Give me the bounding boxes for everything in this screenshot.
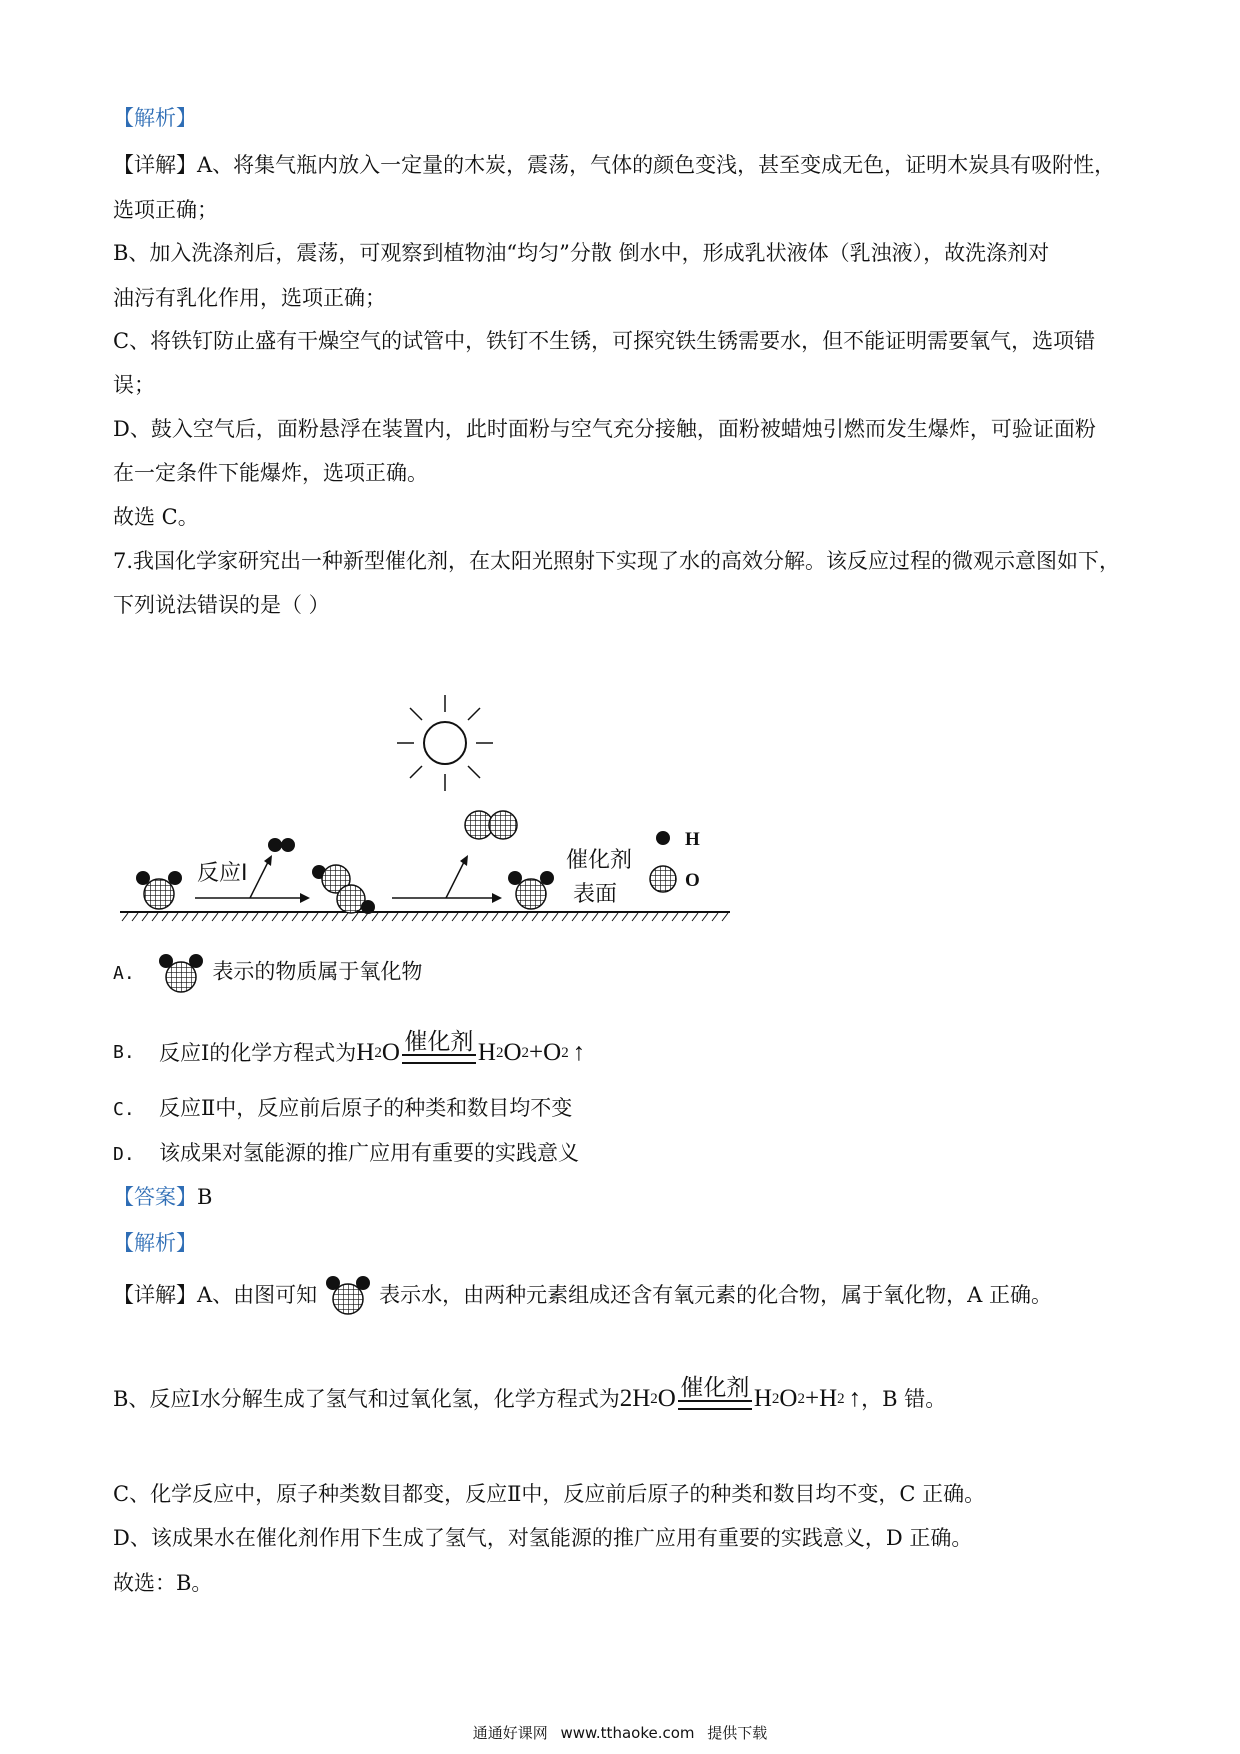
water-molecule-icon	[156, 952, 206, 994]
eq-subscript: 2	[771, 1391, 780, 1407]
eq-subscript: 2	[374, 1045, 382, 1061]
eq-subscript: 2	[561, 1045, 569, 1061]
answer-line	[113, 1182, 1128, 1212]
equation-answer-b	[619, 1375, 862, 1414]
detail-tag-2: 【详解】	[113, 1283, 197, 1307]
release-arrow-1	[250, 862, 268, 898]
detail-a-line2: 选项正确；	[113, 198, 218, 222]
eq-symbol: O	[657, 1385, 676, 1412]
catalyst-label: 催化剂	[566, 848, 633, 873]
eq-plus: +	[804, 1385, 820, 1412]
conclusion-c: 故选 C。	[113, 505, 199, 529]
footer-suffix: 提供下载	[707, 1724, 768, 1742]
water-molecule	[136, 871, 182, 909]
arrow-head	[264, 855, 272, 866]
footer-url[interactable]: www.tthaoke.com	[560, 1724, 695, 1742]
detail-a-line1	[113, 150, 1128, 180]
eq-symbol: O	[381, 1039, 400, 1066]
option-c-label: C.	[113, 1099, 135, 1120]
arrow-head	[300, 893, 310, 903]
eq-symbol: O	[503, 1039, 522, 1066]
detail-tag: 【详解】	[113, 153, 197, 177]
analysis-tag-2: 【解析】	[113, 1231, 197, 1255]
eq-symbol: H	[819, 1385, 838, 1412]
arrow-head	[460, 855, 468, 866]
eq-subscript: 2	[521, 1045, 530, 1061]
catalyst-condition	[402, 1030, 476, 1064]
legend-o-label: O	[685, 870, 700, 891]
legend-h-label: H	[685, 829, 700, 850]
detail-b-line2: 油污有乳化作用，选项正确；	[113, 286, 386, 310]
eq-subscript: 2	[797, 1391, 805, 1407]
legend-h-atom	[656, 831, 670, 845]
detail-a-text: A、将集气瓶内放入一定量的木炭，震荡，气体的颜色变浅，甚至变成无色，证明木炭具有吸附性，	[197, 153, 1116, 177]
option-b	[113, 1012, 1128, 1068]
option-d-label: D.	[113, 1144, 135, 1165]
option-d-text: 该成果对氢能源的推广应用有重要的实践意义	[159, 1141, 579, 1165]
option-c-text: 反应Ⅱ中，反应前后原子的种类和数目均不变	[159, 1096, 573, 1120]
eq-symbol: O	[779, 1385, 798, 1412]
detail-answer-a-before: A、由图可知	[197, 1283, 318, 1307]
eq-subscript: 2	[837, 1391, 845, 1407]
eq-subscript: 2	[495, 1045, 504, 1061]
water-molecule	[508, 871, 554, 909]
option-b-text: 反应Ⅰ的化学方程式为	[159, 1041, 357, 1065]
detail-answer-b	[113, 1358, 1128, 1414]
analysis-tag: 【解析】	[113, 106, 197, 130]
eq-coefficient: 2	[619, 1385, 633, 1412]
question-stem-line2: 下列说法错误的是（ ）	[113, 593, 330, 617]
detail-answer-b-before: B、反应Ⅰ水分解生成了氢气和过氧化氢，化学方程式为	[113, 1387, 620, 1411]
detail-d-line1: D、鼓入空气后，面粉悬浮在装置内，此时面粉与空气充分接触，面粉被蜡烛引燃而发生爆炸，可验证面粉	[113, 417, 1096, 441]
hydrogen-peroxide-molecule	[312, 865, 375, 914]
catalyst-surface	[120, 912, 730, 921]
catalyst-text: 催化剂	[404, 1029, 474, 1055]
reaction-diagram	[110, 695, 850, 930]
eq-symbol: H	[632, 1385, 651, 1412]
oxygen-molecule	[465, 811, 517, 839]
footer-site-name: 通通好课网	[472, 1724, 548, 1742]
eq-subscript: 2	[650, 1391, 658, 1407]
surface-label: 表面	[573, 882, 618, 907]
option-d	[113, 1138, 1128, 1170]
eq-symbol: H	[753, 1385, 772, 1412]
reaction-1-label: 反应Ⅰ	[197, 861, 248, 886]
eq-symbol: O	[543, 1039, 562, 1066]
page-footer	[0, 1722, 1240, 1743]
catalyst-condition	[678, 1376, 752, 1410]
arrow-head	[492, 893, 502, 903]
answer-value: B	[197, 1185, 213, 1209]
catalyst-text: 催化剂	[680, 1375, 750, 1401]
gas-arrow: ↑	[848, 1385, 862, 1412]
option-a-label: A.	[113, 962, 135, 984]
eq-plus: +	[529, 1039, 544, 1066]
detail-c-line1: C、将铁钉防止盛有干燥空气的试管中，铁钉不生锈，可探究铁生锈需要水，但不能证明需要氧气，选项错	[113, 329, 1096, 353]
double-line	[402, 1054, 476, 1064]
sun-icon	[397, 695, 493, 791]
option-a	[113, 952, 1128, 996]
equation-b	[356, 1029, 586, 1068]
water-molecule-icon	[323, 1274, 373, 1316]
detail-answer-a-after: 表示水，由两种元素组成还含有氧元素的化合物，属于氧化物，A 正确。	[379, 1283, 1053, 1307]
hydrogen-molecule	[268, 838, 295, 852]
detail-answer-a	[113, 1272, 1128, 1318]
legend-o-atom	[650, 866, 676, 892]
option-b-label: B.	[113, 1042, 135, 1063]
detail-answer-b-after: ，B 错。	[861, 1387, 947, 1411]
detail-c-line2: 误；	[113, 373, 155, 397]
option-c	[113, 1093, 1128, 1125]
eq-symbol: H	[356, 1039, 375, 1066]
question-stem-line1: 7.我国化学家研究出一种新型催化剂，在太阳光照射下实现了水的高效分解。该反应过程的微观示意图如下，	[113, 549, 1121, 573]
detail-b-line1: B、加入洗涤剂后，震荡，可观察到植物油“均匀”分散 倒水中，形成乳状液体（乳浊液），故洗涤剂对	[113, 241, 1050, 265]
detail-answer-c: C、化学反应中，原子种类数目都变，反应Ⅱ中，反应前后原子的种类和数目均不变，C 正确。	[113, 1482, 986, 1506]
double-line	[678, 1400, 752, 1410]
conclusion-b: 故选：B。	[113, 1571, 213, 1595]
answer-tag: 【答案】	[113, 1185, 197, 1209]
option-a-text: 表示的物质属于氧化物	[212, 959, 423, 984]
release-arrow-2	[446, 862, 464, 898]
detail-d-line2: 在一定条件下能爆炸，选项正确。	[113, 461, 428, 485]
gas-arrow: ↑	[572, 1039, 586, 1066]
eq-symbol: H	[477, 1039, 496, 1066]
detail-answer-d: D、该成果水在催化剂作用下生成了氢气，对氢能源的推广应用有重要的实践意义，D 正确。	[113, 1526, 973, 1550]
